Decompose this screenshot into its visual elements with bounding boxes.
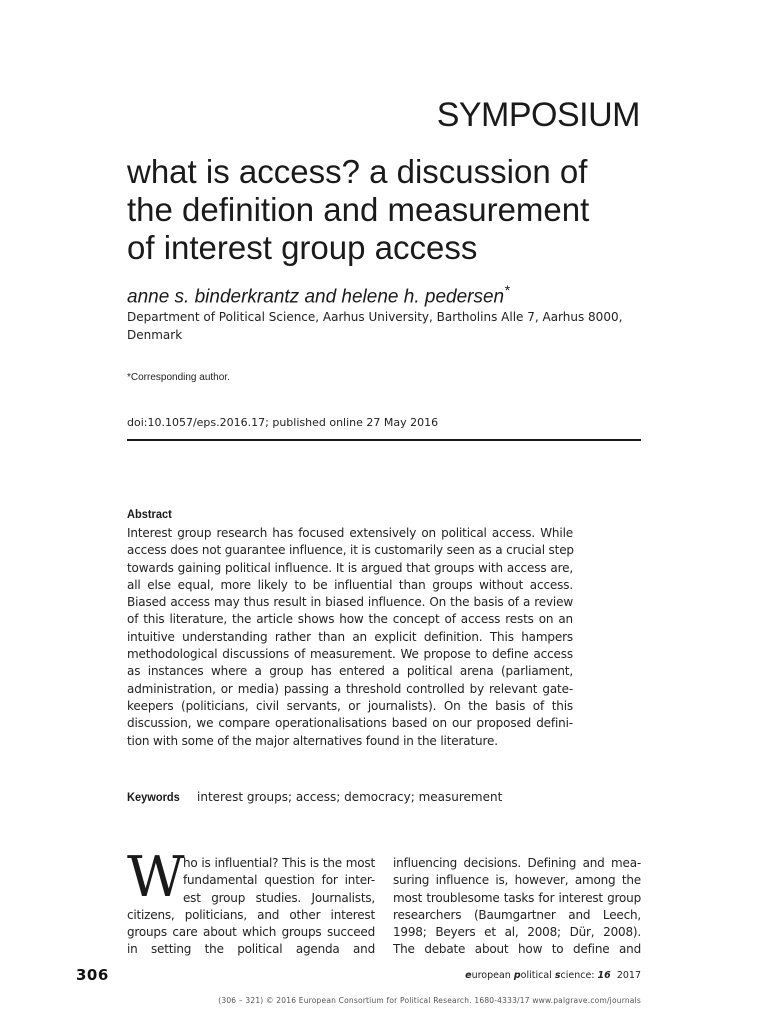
abstract-line: towards gaining political influence. It is argued that groups with access are,	[127, 560, 573, 575]
body-line: suring influence is, however, among the	[393, 873, 641, 888]
abstract-text	[127, 525, 573, 750]
doi-line[interactable]: doi:10.1057/eps.2016.17; published online 27 May 2016	[127, 416, 439, 429]
journal-word: uropean	[471, 970, 514, 981]
abstract-line: tion with some of the major alternatives found in the literature.	[127, 733, 498, 748]
title-line: of interest group access	[127, 229, 478, 266]
abstract-line: intuitive understanding rather than an explicit definition. This hampers	[127, 629, 573, 644]
drop-cap: W	[127, 845, 185, 910]
corresponding-marker: *	[504, 282, 510, 298]
abstract-line: access does not guarantee influence, it is customarily seen as a crucial step	[127, 543, 574, 558]
abstract-line: as instances where a group has entered a political arena (parliament,	[127, 664, 573, 679]
page-number: 306	[76, 966, 109, 984]
authors	[127, 282, 510, 308]
corresponding-note: *Corresponding author.	[127, 372, 230, 383]
body-line: in setting the political agenda and	[127, 942, 375, 957]
abstract-line: Biased access may thus result in biased influence. On the basis of a review	[127, 595, 573, 610]
journal-initial-p: p	[513, 970, 521, 981]
journal-citation	[465, 970, 641, 981]
abstract-line: all else equal, more likely to be influential than groups without access.	[127, 577, 573, 592]
journal-word: olitical	[520, 970, 555, 981]
abstract-heading: Abstract	[127, 507, 172, 521]
body-line: most troublesome tasks for interest group	[393, 890, 641, 905]
keywords-label: Keywords	[127, 790, 180, 804]
journal-volume: 16	[597, 970, 611, 981]
body-column-left	[127, 855, 375, 959]
affiliation-line: Department of Political Science, Aarhus University, Bartholins Alle 7, Aarhus 8000,	[127, 310, 623, 324]
abstract-line: discussion, we compare operationalisations based on our proposed defini-	[127, 716, 573, 731]
abstract-line: administration, or media) passing a threshold controlled by relevant gate-	[127, 681, 573, 696]
affiliation	[127, 308, 647, 344]
keywords-text: interest groups; access; democracy; measurement	[197, 790, 503, 804]
body-column-right	[393, 855, 641, 959]
body-line: 1998; Beyers et al, 2008; Dür, 2008).	[393, 925, 641, 940]
abstract-line: of this literature, the article shows how the concept of access rests on an	[127, 612, 573, 627]
author-names: anne s. binderkrantz and helene h. pedersen	[127, 286, 505, 308]
body-line: est group studies. Journalists,	[183, 890, 375, 905]
header-divider	[127, 439, 641, 441]
journal-initial-s: s	[554, 970, 561, 981]
journal-colon: :	[591, 970, 595, 981]
abstract-line: Interest group research has focused extensively on political access. While	[127, 526, 573, 540]
body-line: citizens, politicians, and other interest	[127, 907, 375, 922]
affiliation-line: Denmark	[127, 328, 183, 342]
journal-word: cience	[560, 970, 592, 981]
title-line: what is access? a discussion of	[127, 153, 588, 190]
title-line: the definition and measurement	[127, 191, 590, 228]
body-line: influencing decisions. Defining and mea-	[393, 856, 641, 870]
body-line: ho is influential? This is the most	[183, 856, 375, 870]
copyright-footer: (306 – 321) © 2016 European Consortium for Political Research. 1680-4333/17 www.palgrave.com/journals	[218, 996, 641, 1005]
abstract-line: keepers (politicians, civil servants, or journalists). On the basis of this	[127, 698, 573, 713]
body-line: The debate about how to define and	[393, 942, 641, 957]
journal-initial-e: e	[465, 970, 472, 981]
body-line: fundamental question for inter-	[183, 873, 375, 888]
body-line: groups care about which groups succeed	[127, 925, 375, 940]
journal-year: 2017	[616, 970, 641, 981]
section-label: SYMPOSIUM	[436, 96, 640, 134]
article-title	[127, 153, 667, 267]
body-line: researchers (Baumgartner and Leech,	[393, 907, 641, 922]
abstract-line: methodological discussions of measurement. We propose to define access	[127, 647, 573, 662]
